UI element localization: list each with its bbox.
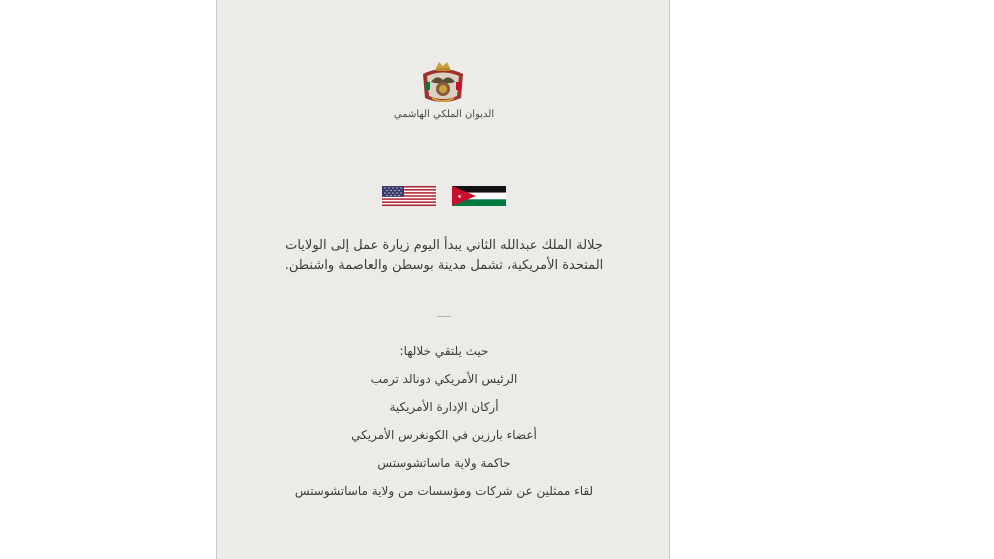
list-item: الرئيس الأمريكي دونالد ترمب <box>370 372 518 386</box>
list-item: حاكمة ولاية ماساتشوستس <box>377 456 511 470</box>
list-item: أركان الإدارة الأمريكية <box>389 400 499 414</box>
meetings-list <box>237 340 651 508</box>
announcement-card <box>216 0 670 559</box>
list-item: لقاء ممثلين عن شركات ومؤسسات من ولاية ماساتشوستس <box>294 484 594 498</box>
royal-court-name: الديوان الملكي الهاشمي <box>393 109 495 120</box>
section-divider <box>437 316 451 317</box>
headline-text: جلالة الملك عبدالله الثاني يبدأ اليوم زيارة عمل إلى الولايات المتحدة الأمريكية، تشمل مدينة بوسطن والعاصمة واشنطن. <box>284 238 604 273</box>
meetings-intro: حيث يلتقي خلالها: <box>399 344 489 358</box>
jordan-flag <box>452 186 506 206</box>
united-states-flag <box>382 186 436 206</box>
royal-crest-icon <box>417 60 469 106</box>
list-item: أعضاء بارزين في الكونغرس الأمريكي <box>351 428 537 442</box>
